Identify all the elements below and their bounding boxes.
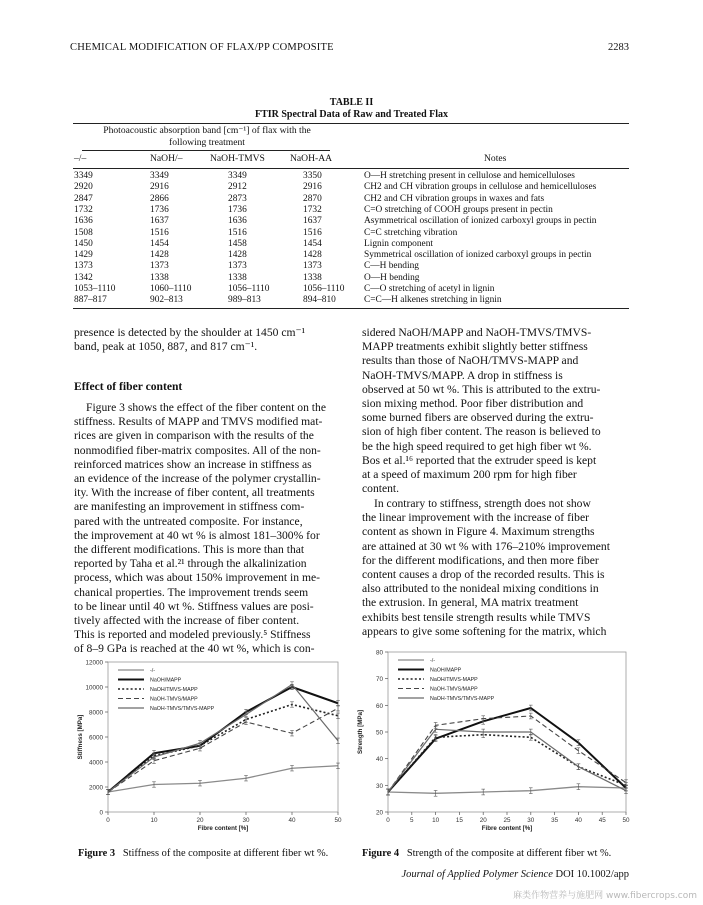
text-line: presence is detected by the shoulder at 1450 cm⁻¹: [74, 326, 306, 339]
text-line: rices are given in comparison with the results of the: [74, 429, 314, 443]
legend-entry: -/-: [150, 668, 155, 675]
y-tick-label: 0: [99, 809, 103, 817]
x-tick-label: 20: [479, 817, 487, 824]
table-cell: 1338: [150, 272, 169, 283]
table-label: TABLE II: [329, 97, 374, 108]
table-cell: 1450: [74, 238, 93, 249]
series-line-4: [108, 685, 338, 793]
right-column-paragraph-1: [362, 326, 630, 496]
table-cell: 1338: [228, 272, 247, 283]
table-row: [0, 182, 703, 193]
text-line: the different modifications. This is more than that: [74, 543, 305, 557]
text-line: reinforced matrices show an increase in stiffness as: [74, 457, 312, 471]
table-header-naoh: NaOH/–: [150, 153, 183, 164]
left-column-top: [74, 326, 342, 354]
right-column-paragraph-2: [362, 497, 630, 639]
figure-3-plot-area: [108, 662, 338, 812]
y-tick-label: 70: [375, 676, 383, 684]
x-axis-label: Fibre content [%]: [481, 825, 533, 832]
legend-entry: NaOH-TMVS/MAPP: [430, 686, 478, 693]
table-cell: 1736: [150, 204, 169, 215]
legend-entry: NaOH/TMVS-MAPP: [430, 677, 478, 684]
text-line: of 8–9 GPa is reached at the 40 wt %, which is con-: [74, 642, 315, 656]
text-line: chanical properties. The improvement trends seem: [74, 585, 309, 599]
text-line: content causes a drop of the recorded results. This is: [362, 568, 605, 582]
x-tick-label: 35: [551, 817, 559, 824]
table-cell: 1636: [228, 216, 247, 227]
text-line: pared with the untreated composite. For instance,: [74, 514, 303, 528]
running-head: CHEMICAL MODIFICATION OF FLAX/PP COMPOSITE: [70, 42, 334, 53]
table-cell: 1516: [228, 227, 247, 238]
text-line: In contrary to stiffness, strength does not show: [374, 497, 591, 510]
table-header-rule: [73, 168, 629, 169]
table-cell: O—H stretching present in cellulose and hemicelluloses: [364, 171, 575, 181]
text-line: also attributed to the nonideal mixing conditions in: [362, 582, 599, 596]
table-cell: 2916: [150, 182, 169, 193]
text-line: Figure 3 shows the effect of the fiber content on the: [86, 401, 326, 414]
text-line: sion of high fiber content. The reason is believed to: [362, 425, 601, 439]
page-number: 2283: [608, 42, 629, 53]
series-line-4: [388, 729, 626, 792]
text-line: process, which was about 150% improvement in me-: [74, 571, 320, 585]
left-column-paragraph: [74, 401, 342, 657]
table-row: [0, 239, 703, 250]
table-group-rule: [82, 150, 330, 151]
figure-3-stiffness-chart: [72, 650, 347, 840]
section-heading: Effect of fiber content: [74, 380, 183, 393]
legend-entry: NaOH/TMVS-MAPP: [150, 687, 198, 694]
text-line: at a speed of maximum 200 rpm for high fiber: [362, 468, 577, 482]
x-tick-label: 25: [503, 817, 511, 824]
x-tick-label: 30: [242, 817, 250, 824]
table-row: [0, 273, 703, 284]
table-cell: 1060–1110: [150, 284, 192, 294]
y-tick-label: 50: [375, 729, 383, 737]
text-line: the extrusion. In general, MA matrix treatment: [362, 596, 579, 610]
table-top-rule: [73, 123, 629, 124]
legend-entry: NaOH-TMVS/MAPP: [150, 696, 198, 703]
table-row: [0, 284, 703, 295]
table-cell: C=O stretching of COOH groups present in pectin: [364, 204, 553, 215]
table-header-naoh-tmvs: NaOH-TMVS: [210, 153, 265, 164]
table-cell: 1516: [150, 227, 169, 238]
x-tick-label: 50: [622, 817, 630, 824]
text-line: exhibits best tensile strength results while TMVS: [362, 610, 591, 624]
table-cell: 902–813: [150, 295, 183, 306]
table-cell: O—H bending: [364, 272, 420, 283]
table-cell: 1736: [228, 204, 247, 215]
table-cell: 1053–1110: [74, 284, 116, 294]
text-line: be the high speed required to get high fiber wt %.: [362, 439, 592, 453]
table-row: [0, 261, 703, 272]
figure-4-caption: Figure 4 Strength of the composite at different fiber wt %.: [362, 848, 612, 859]
x-axis-label: Fibre content [%]: [197, 825, 249, 832]
table-cell: 1342: [74, 272, 93, 283]
table-cell: Asymmetrical oscillation of ionized carboxyl groups in pectin: [364, 216, 597, 227]
table-cell: CH2 and CH vibration groups in cellulose and hemicelluloses: [364, 182, 597, 193]
text-line: sion mixing method. Poor fiber distribution and: [362, 397, 584, 411]
table-cell: 3349: [228, 171, 247, 181]
table-cell: 1056–1110: [228, 284, 270, 294]
table-cell: 989–813: [228, 295, 261, 306]
text-line: content as shown in Figure 4. Maximum strengths: [362, 525, 595, 539]
table-cell: C=C—H alkenes stretching in lignin: [364, 295, 502, 306]
table-row: [0, 216, 703, 227]
table-cell: 2847: [74, 193, 93, 204]
y-tick-label: 6000: [88, 734, 103, 742]
table-cell: 2916: [303, 182, 322, 193]
table-cell: 1056–1110: [303, 284, 345, 294]
table-cell: 1637: [303, 216, 322, 227]
table-cell: 887–817: [74, 295, 107, 306]
text-line: to be linear until 40 wt %. Stiffness values are posi-: [74, 599, 314, 613]
y-tick-label: 40: [375, 756, 383, 764]
text-line: observed at 50 wt %. This is attributed to the extru-: [362, 382, 601, 396]
table-cell: 1428: [150, 250, 169, 261]
table-cell: 3349: [74, 171, 93, 181]
table-row: [0, 295, 703, 306]
x-tick-label: 40: [574, 817, 582, 824]
table-cell: 1373: [74, 261, 93, 272]
table-cell: 1429: [74, 250, 93, 261]
table-row: [0, 228, 703, 239]
x-tick-label: 10: [150, 817, 158, 824]
legend-entry: NaOH/MAPP: [150, 677, 182, 684]
table-row: [0, 171, 703, 182]
table-cell: 1636: [74, 216, 93, 227]
watermark: 麻类作物营养与施肥网 www.fibercrops.com: [513, 891, 697, 901]
table-header-naoh-aa: NaOH-AA: [290, 153, 333, 164]
table-bottom-rule: [73, 308, 629, 309]
table-cell: 1732: [303, 204, 322, 215]
x-tick-label: 50: [334, 817, 342, 824]
y-axis-label: Stiffness [MPa]: [77, 714, 84, 760]
table-cell: 1338: [303, 272, 322, 283]
y-tick-label: 12000: [85, 659, 103, 667]
table-group-header: Photoacoustic absorption band [cm⁻¹] of flax with the following treatment: [103, 125, 311, 148]
text-line: an evidence of the increase of the polymer crystallin-: [74, 472, 321, 486]
text-line: Bos et al.¹⁶ reported that the extruder speed is kept: [362, 453, 597, 467]
table-cell: Lignin component: [364, 238, 433, 249]
table-cell: Symmetrical oscillation of ionized carboxyl groups in pectin: [364, 250, 592, 261]
table-header-raw: –/–: [74, 153, 87, 164]
text-line: band, peak at 1050, 887, and 817 cm⁻¹.: [74, 340, 258, 354]
table-cell: 1637: [150, 216, 169, 227]
text-line: reported by Taha et al.²¹ through the alkalinization: [74, 557, 307, 571]
x-tick-label: 30: [527, 817, 535, 824]
y-tick-label: 8000: [88, 709, 103, 717]
text-line: are manifesting an improvement in stiffness com-: [74, 500, 305, 514]
table-cell: 1373: [150, 261, 169, 272]
table-cell: C=C stretching vibration: [364, 227, 458, 238]
table-cell: 1458: [228, 238, 247, 249]
table-header-notes: Notes: [484, 153, 507, 164]
legend-entry: NaOH-TMVS/TMVS-MAPP: [150, 706, 215, 713]
text-line: This is reported and modeled previously.⁵ Stiffness: [74, 628, 311, 642]
y-tick-label: 2000: [88, 784, 103, 792]
text-line: some burned fibers are observed during the extru-: [362, 411, 594, 425]
x-tick-label: 0: [386, 817, 390, 824]
table-cell: 2920: [74, 182, 93, 193]
text-line: sidered NaOH/MAPP and NaOH-TMVS/TMVS-: [362, 326, 592, 339]
text-line: NaOH-TMVS/MAPP. A drop in stiffness is: [362, 368, 563, 382]
text-line: the linear improvement with the increase of fiber: [362, 511, 589, 525]
text-line: ity. With the increase of fiber content, all treatments: [74, 486, 315, 500]
x-tick-label: 0: [106, 817, 110, 824]
table-cell: 1373: [228, 261, 247, 272]
series-line-1: [108, 687, 338, 792]
y-axis-label: Strength [MPa]: [357, 710, 364, 754]
y-tick-label: 4000: [88, 759, 103, 767]
table-cell: CH2 and CH vibration groups in waxes and fats: [364, 193, 545, 204]
table-cell: 1428: [228, 250, 247, 261]
x-tick-label: 10: [432, 817, 440, 824]
x-tick-label: 20: [196, 817, 204, 824]
legend-entry: NaOH/MAPP: [430, 667, 462, 674]
table-cell: 2912: [228, 182, 247, 193]
y-tick-label: 20: [375, 809, 383, 817]
table-row: [0, 194, 703, 205]
table-row: [0, 205, 703, 216]
y-tick-label: 30: [375, 782, 383, 790]
figure-3-caption: Figure 3 Stiffness of the composite at different fiber wt %.: [78, 848, 329, 859]
figure-4-strength-chart: [358, 646, 633, 840]
table-cell: 1516: [303, 227, 322, 238]
text-line: nonmodified fiber-matrix composites. All of the non-: [74, 443, 321, 457]
table-cell: 1454: [150, 238, 169, 249]
text-line: appears to give some softening for the matrix, which: [362, 624, 607, 638]
table-cell: 2866: [150, 193, 169, 204]
text-line: for the different modifications, and then more fiber: [362, 553, 599, 567]
text-line: content.: [362, 482, 400, 496]
series-line-3: [108, 708, 338, 792]
x-tick-label: 40: [288, 817, 296, 824]
y-tick-label: 80: [375, 649, 383, 657]
table-cell: 1732: [74, 204, 93, 215]
table-title: FTIR Spectral Data of Raw and Treated Flax: [254, 109, 449, 120]
text-line: MAPP treatments exhibit slightly better stiffness: [362, 340, 588, 354]
journal-footer: Journal of Applied Polymer Science DOI 10.1002/app: [401, 869, 629, 880]
table-cell: 1508: [74, 227, 93, 238]
legend-entry: -/-: [430, 658, 435, 665]
y-tick-label: 60: [375, 702, 383, 710]
x-tick-label: 45: [598, 817, 606, 824]
table-cell: 894–810: [303, 295, 336, 306]
table-cell: C—H bending: [364, 261, 419, 272]
text-line: are attained at 30 wt % with 176–210% improvement: [362, 539, 610, 553]
series-line-2: [108, 705, 338, 793]
legend-entry: NaOH-TMVS/TMVS-MAPP: [430, 696, 495, 703]
text-line: tively affected with the increase of fiber content.: [74, 614, 300, 628]
table-row: [0, 250, 703, 261]
table-cell: 3350: [303, 171, 322, 181]
table-cell: 1454: [303, 238, 322, 249]
table-cell: C—O stretching of acetyl in lignin: [364, 284, 495, 294]
series-line-2: [388, 735, 626, 792]
table-cell: 2873: [228, 193, 247, 204]
x-tick-label: 15: [455, 817, 463, 824]
table-cell: 1428: [303, 250, 322, 261]
table-cell: 2870: [303, 193, 322, 204]
series-line-0: [388, 787, 626, 794]
x-tick-label: 5: [410, 817, 414, 824]
series-line-0: [108, 766, 338, 792]
table-cell: 3349: [150, 171, 169, 181]
text-line: results than those of NaOH/TMVS-MAPP and: [362, 354, 579, 368]
text-line: the improvement at 40 wt % is almost 181–300% for: [74, 528, 320, 542]
y-tick-label: 10000: [85, 684, 103, 692]
table-cell: 1373: [303, 261, 322, 272]
text-line: stiffness. Results of MAPP and TMVS modified mat-: [74, 415, 323, 429]
